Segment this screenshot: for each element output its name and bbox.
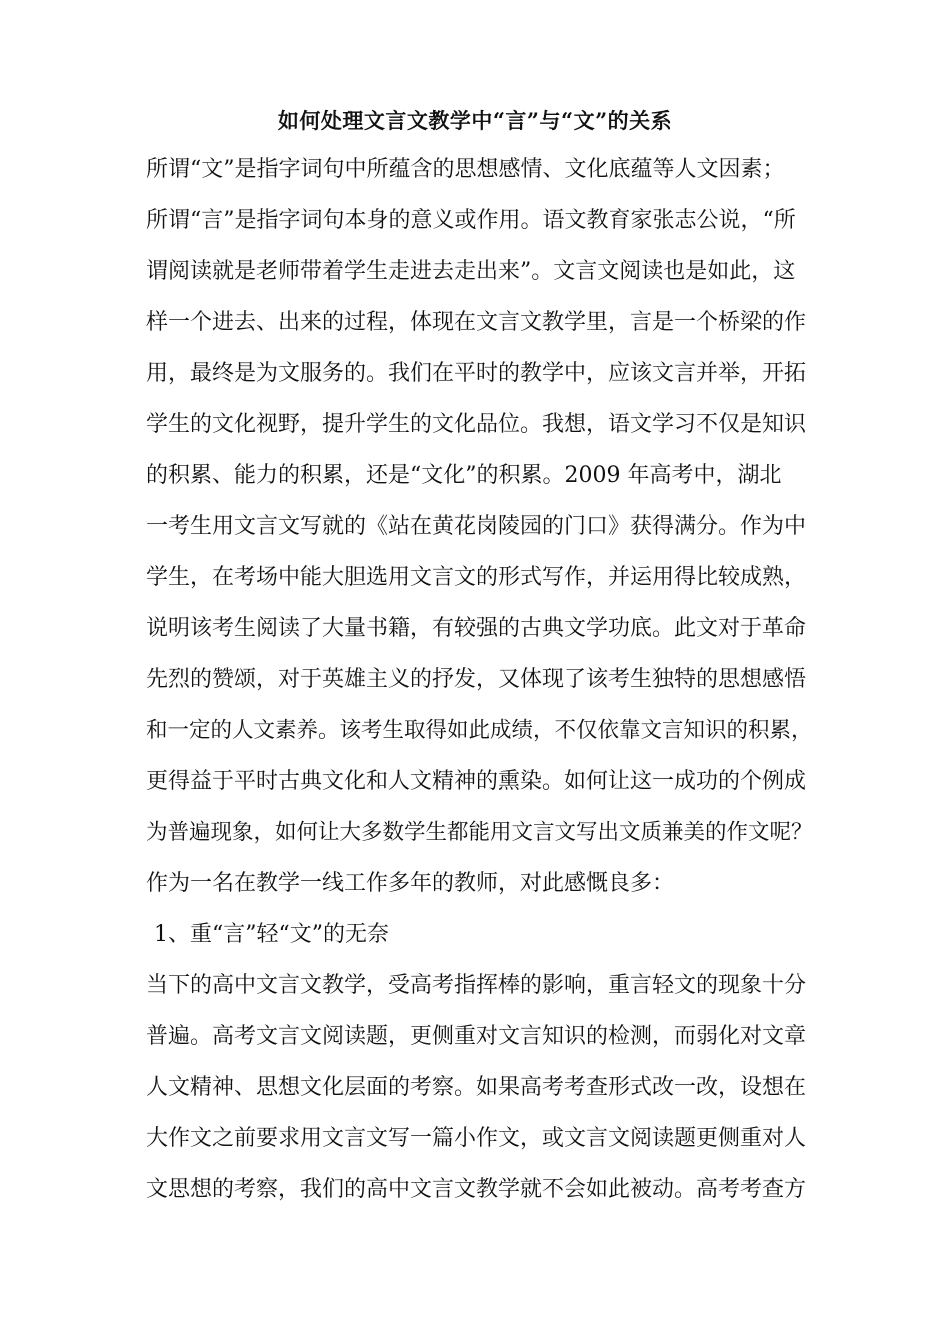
text-line: 的积累、能力的积累，还是“文化”的积累。2009 年高考中，湖北 (146, 463, 782, 488)
text-line: 所谓“文”是指字词句中所蕴含的思想感情、文化底蕴等人文因素； (146, 157, 785, 182)
text-line: 所谓“言”是指字词句本身的意义或作用。语文教育家张志公说，“所 (146, 208, 796, 233)
text-line: 学生的文化视野，提升学生的文化品位。我想，语文学习不仅是知识 (146, 412, 807, 437)
text-line: 用，最终是为文服务的。我们在平时的教学中，应该文言并举，开拓 (146, 361, 807, 386)
text-line: 学生，在考场中能大胆选用文言文的形式写作，并运用得比较成熟， (146, 565, 807, 590)
text-line: 先烈的赞颂，对于英雄主义的抒发，又体现了该考生独特的思想感悟 (146, 667, 807, 692)
text-line: 人文精神、思想文化层面的考察。如果高考考查形式改一改，设想在 (146, 1075, 807, 1100)
section-heading: 1、重“言”轻“文”的无奈 (154, 922, 389, 947)
text-line: 和一定的人文素养。该考生取得如此成绩，不仅依靠文言知识的积累， (146, 718, 813, 743)
text-line: 样一个进去、出来的过程，体现在文言文教学里，言是一个桥梁的作 (146, 310, 807, 335)
text-line: 当下的高中文言文教学，受高考指挥棒的影响，重言轻文的现象十分 (146, 973, 807, 998)
text-line: 大作文之前要求用文言文写一篇小作文，或文言文阅读题更侧重对人 (146, 1126, 807, 1151)
text-line: 作为一名在教学一线工作多年的教师，对此感慨良多： (146, 871, 675, 896)
text-line: 为普遍现象，如何让大多数学生都能用文言文写出文质兼美的作文呢？ (146, 820, 813, 845)
text-line: 普遍。高考文言文阅读题，更侧重对文言知识的检测，而弱化对文章 (146, 1024, 807, 1049)
text-line: 谓阅读就是老师带着学生走进去走出来”。文言文阅读也是如此，这 (146, 259, 796, 284)
document-title: 如何处理文言文教学中“言”与“文”的关系 (277, 108, 673, 133)
text-line: 说明该考生阅读了大量书籍，有较强的古典文学功底。此文对于革命 (146, 616, 807, 641)
document-body (146, 152, 826, 1223)
text-line: 文思想的考察，我们的高中文言文教学就不会如此被动。高考考查方 (146, 1177, 807, 1202)
text-line: 一考生用文言文写就的《站在黄花岗陵园的门口》获得满分。作为中 (146, 514, 807, 539)
text-line: 更得益于平时古典文化和人文精神的熏染。如何让这一成功的个例成 (146, 769, 807, 794)
